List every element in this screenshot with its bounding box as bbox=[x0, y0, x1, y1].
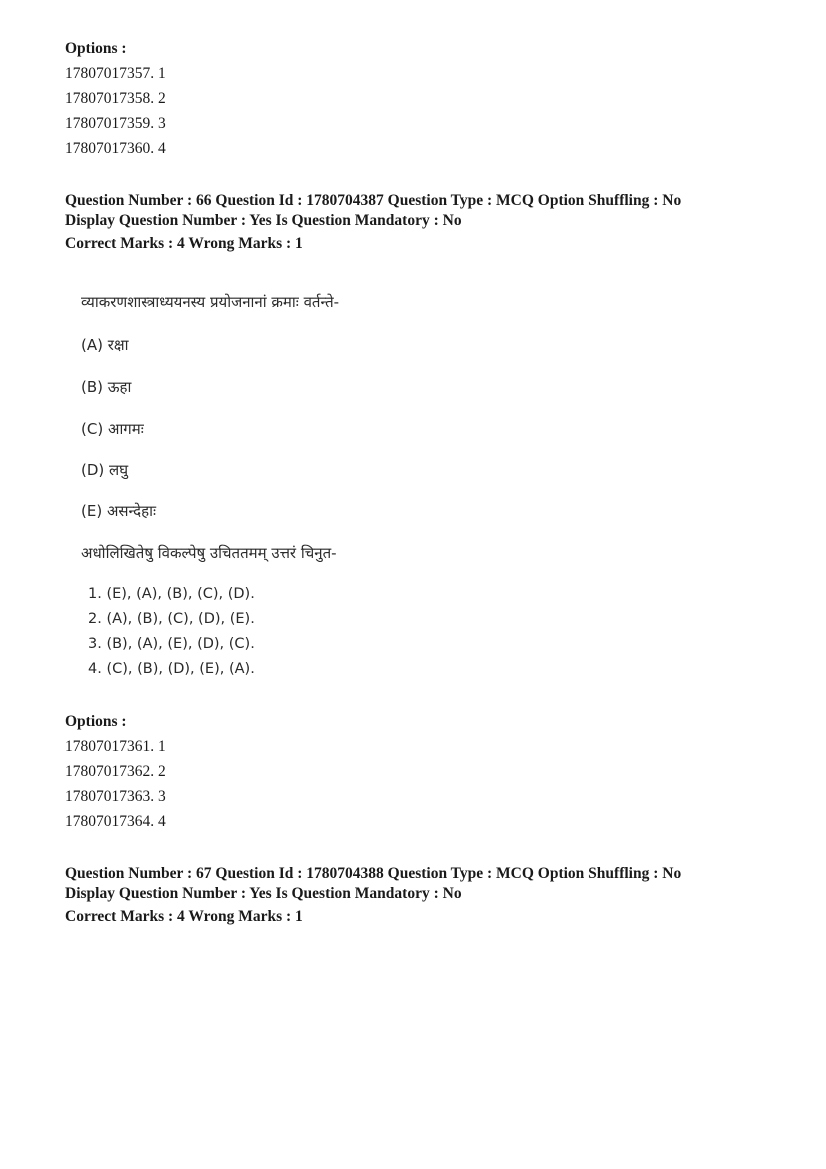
answer-choice: 2. (A), (B), (C), (D), (E). bbox=[88, 611, 255, 627]
question-text: व्याकरणशास्त्राध्ययनस्य प्रयोजनानां क्रमाः वर्तन्ते- bbox=[81, 293, 340, 311]
answer-choice: 1. (E), (A), (B), (C), (D). bbox=[88, 586, 255, 602]
option-item: 17807017360. 4 bbox=[65, 140, 166, 157]
question-item: (A) रक्षा bbox=[81, 336, 129, 354]
option-item: 17807017361. 1 bbox=[65, 738, 166, 755]
option-item: 17807017357. 1 bbox=[65, 65, 166, 82]
option-item: 17807017364. 4 bbox=[65, 813, 166, 830]
answer-choice: 3. (B), (A), (E), (D), (C). bbox=[88, 636, 255, 652]
question-meta-line: Question Number : 66 Question Id : 1780704387 Question Type : MCQ Option Shuffling : No bbox=[65, 192, 682, 209]
option-item: 17807017359. 3 bbox=[65, 115, 166, 132]
question-meta-line: Display Question Number : Yes Is Question Mandatory : No bbox=[65, 885, 462, 902]
answer-choice: 4. (C), (B), (D), (E), (A). bbox=[88, 661, 255, 677]
question-item: (D) लघु bbox=[81, 461, 129, 479]
option-item: 17807017358. 2 bbox=[65, 90, 166, 107]
question-item: (B) ऊहा bbox=[81, 378, 132, 396]
question-item: (E) असन्देहाः bbox=[81, 502, 157, 520]
option-item: 17807017363. 3 bbox=[65, 788, 166, 805]
option-item: 17807017362. 2 bbox=[65, 763, 166, 780]
options-label: Options : bbox=[65, 40, 127, 57]
question-marks-line: Correct Marks : 4 Wrong Marks : 1 bbox=[65, 235, 303, 252]
options-label: Options : bbox=[65, 713, 127, 730]
question-marks-line: Correct Marks : 4 Wrong Marks : 1 bbox=[65, 908, 303, 925]
question-item: (C) आगमः bbox=[81, 420, 144, 438]
question-instruction: अधोलिखितेषु विकल्पेषु उचिततमम् उत्तरं चिनुत- bbox=[81, 544, 337, 562]
question-meta-line: Display Question Number : Yes Is Question Mandatory : No bbox=[65, 212, 462, 229]
question-meta-line: Question Number : 67 Question Id : 1780704388 Question Type : MCQ Option Shuffling : No bbox=[65, 865, 682, 882]
